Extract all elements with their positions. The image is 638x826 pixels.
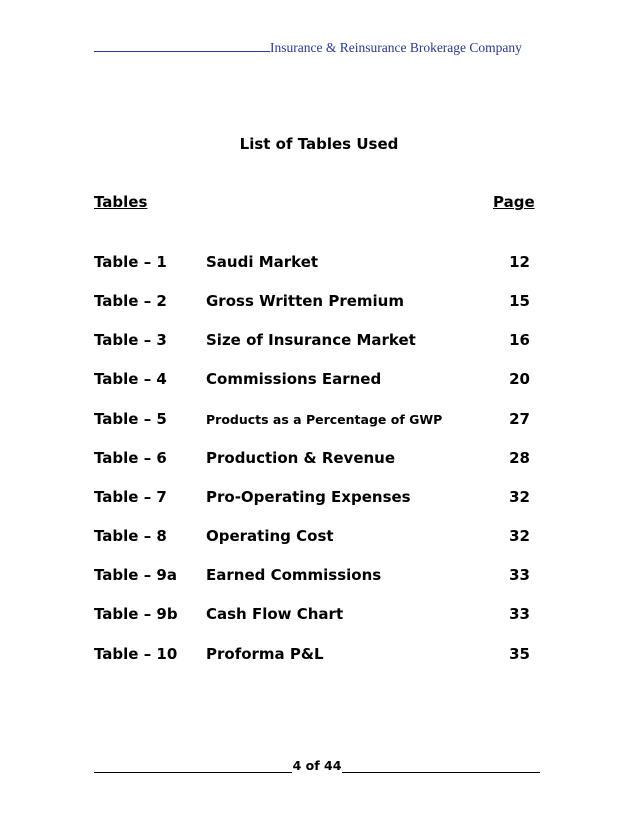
table-number: Table – 4: [94, 370, 167, 388]
table-page: 33: [509, 605, 530, 623]
table-row: [94, 488, 534, 508]
footer-rule-left: [94, 760, 292, 773]
page-number: 4 of 44: [292, 758, 342, 773]
table-row: [94, 331, 534, 351]
table-page: 20: [509, 370, 530, 388]
table-page: 27: [509, 410, 530, 428]
table-title: Proforma P&L: [206, 645, 324, 663]
page-footer: [94, 758, 540, 773]
table-row: [94, 370, 534, 390]
table-number: Table – 5: [94, 410, 167, 428]
table-row: [94, 645, 534, 665]
column-header-page: Page: [493, 193, 535, 211]
table-number: Table – 1: [94, 253, 167, 271]
table-row: [94, 566, 534, 586]
table-title: Pro-Operating Expenses: [206, 488, 411, 506]
page-header: [94, 39, 554, 56]
table-row: [94, 449, 534, 469]
table-row: [94, 410, 534, 430]
table-number: Table – 8: [94, 527, 167, 545]
table-title: Earned Commissions: [206, 566, 382, 584]
table-title: Cash Flow Chart: [206, 605, 344, 623]
column-header-tables: Tables: [94, 193, 148, 211]
table-page: 28: [509, 449, 530, 467]
table-page: 33: [509, 566, 530, 584]
table-page: 32: [509, 527, 530, 545]
table-title: Gross Written Premium: [206, 292, 404, 310]
table-number: Table – 10: [94, 645, 178, 663]
table-title: Saudi Market: [206, 253, 319, 271]
table-number: Table – 3: [94, 331, 167, 349]
table-page: 12: [509, 253, 530, 271]
table-title: Size of Insurance Market: [206, 331, 416, 349]
header-company: Insurance & Reinsurance Brokerage Company: [270, 40, 522, 55]
table-title: Production & Revenue: [206, 449, 396, 467]
table-row: [94, 292, 534, 312]
table-page: 32: [509, 488, 530, 506]
table-title: Products as a Percentage of GWP: [206, 412, 443, 427]
header-rule: [94, 39, 270, 52]
page-title: List of Tables Used: [239, 135, 399, 153]
table-row: [94, 527, 534, 547]
table-page: 16: [509, 331, 530, 349]
table-number: Table – 9a: [94, 566, 177, 584]
table-row: [94, 605, 534, 625]
table-title: Operating Cost: [206, 527, 334, 545]
table-number: Table – 6: [94, 449, 167, 467]
table-number: Table – 9b: [94, 605, 178, 623]
footer-rule-right: [342, 760, 540, 773]
table-number: Table – 7: [94, 488, 167, 506]
table-number: Table – 2: [94, 292, 167, 310]
table-page: 35: [509, 645, 530, 663]
table-row: [94, 253, 534, 273]
table-page: 15: [509, 292, 530, 310]
table-title: Commissions Earned: [206, 370, 382, 388]
